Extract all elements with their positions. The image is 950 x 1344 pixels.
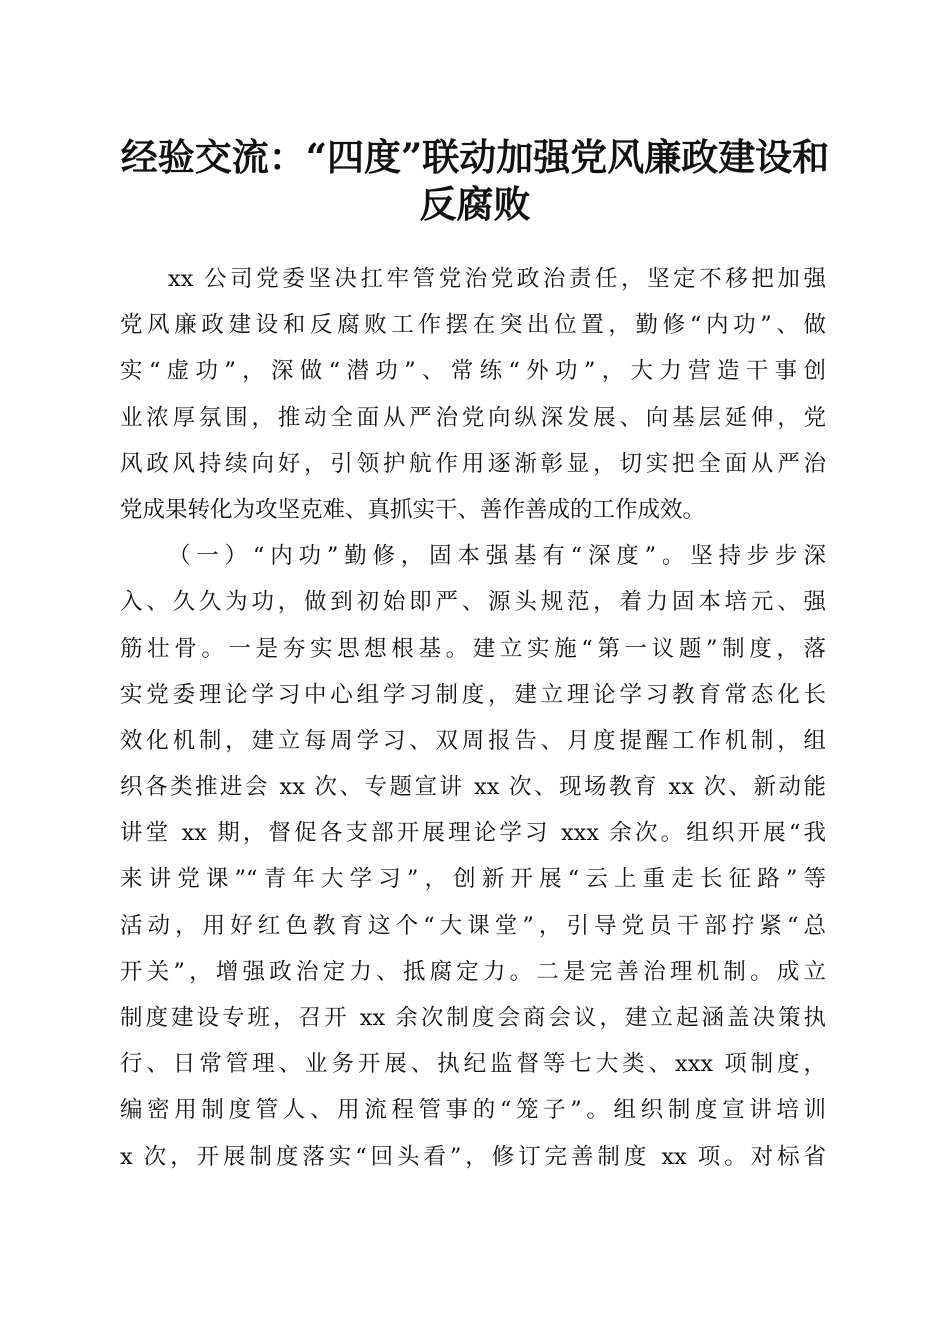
paragraph [120,256,826,533]
text-line: 织各类推进会 xx 次、专题宣讲 xx 次、现场教育 xx 次、新动能 [120,774,826,801]
text-line: 行、日常管理、业务开展、执纪监督等七大类、xxx 项制度， [120,1051,826,1078]
text-line: 入、久久为功，做到初始即严、源头规范，着力固本培元、强 [120,589,826,616]
text-line: 制度建设专班，召开 xx 余次制度会商会议，建立起涵盖决策执 [120,1005,826,1031]
text-line: x 次，开展制度落实“回头看”，修订完善制度 xx 项。对标省 [120,1143,826,1170]
document-body [120,256,826,1180]
text-line: （一）“内功”勤修，固本强基有“深度”。坚持步步深 [168,543,826,570]
text-line: 编密用制度管人、用流程管事的“笼子”。组织制度宣讲培训 [120,1097,826,1124]
text-line: 筋壮骨。一是夯实思想根基。建立实施“第一议题”制度，落 [120,635,826,662]
document-title [100,134,850,228]
text-line: 效化机制，建立每周学习、双周报告、月度提醒工作机制，组 [120,727,826,754]
text-line: 实“虚功”，深做“潜功”、常练“外功”，大力营造干事创 [120,358,826,385]
title-line: 经验交流：“四度”联动加强党风廉政建设和 [120,135,830,179]
text-line: 开关”，增强政治定力、抵腐定力。二是完善治理机制。成立 [120,958,826,985]
text-line: 党成果转化为攻坚克难、真抓实干、善作善成的工作成效。 [120,496,706,523]
text-line: 讲堂 xx 期，督促各支部开展理论学习 xxx 余次。组织开展“我 [120,820,826,847]
paragraph [120,533,826,1180]
text-line: 风政风持续向好，引领护航作用逐渐彰显，切实把全面从严治 [120,450,826,477]
text-line: 来讲党课”“青年大学习”，创新开展“云上重走长征路”等 [120,866,826,893]
text-line: 业浓厚氛围，推动全面从严治党向纵深发展、向基层延伸，党 [120,404,826,431]
title-line: 反腐败 [419,182,531,226]
text-line: 活动，用好红色教育这个“大课堂”，引导党员干部拧紧“总 [120,912,826,939]
text-line: 实党委理论学习中心组学习制度，建立理论学习教育常态化长 [120,681,826,708]
text-line: xx 公司党委坚决扛牢管党治党政治责任，坚定不移把加强 [168,266,826,292]
text-line: 党风廉政建设和反腐败工作摆在突出位置，勤修“内功”、做 [120,312,826,339]
